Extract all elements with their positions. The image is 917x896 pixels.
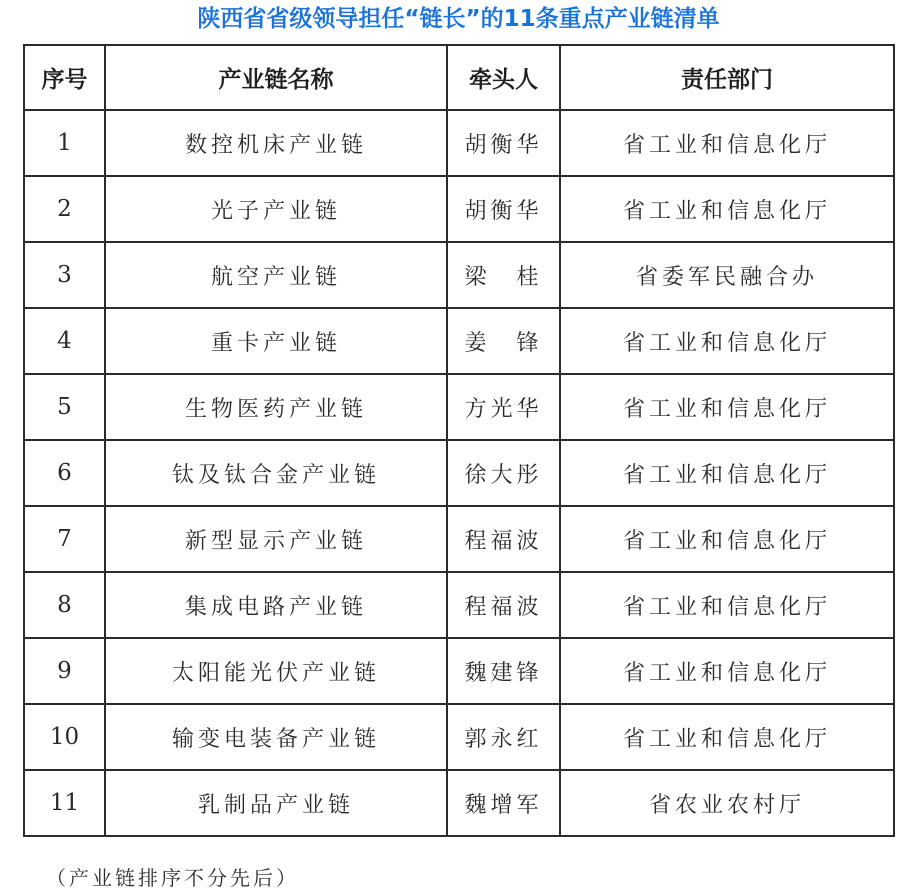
header-chain-name: 产业链名称 (105, 45, 447, 110)
row-chain-name: 光子产业链 (105, 176, 447, 242)
header-index: 序号 (24, 45, 105, 110)
row-chain-name: 数控机床产业链 (105, 110, 447, 176)
table-row (24, 374, 894, 440)
table-row (24, 440, 894, 506)
header-leader: 牵头人 (447, 45, 560, 110)
row-index: 3 (24, 242, 105, 308)
row-index: 9 (24, 638, 105, 704)
row-index: 5 (24, 374, 105, 440)
footnote: （产业链排序不分先后） (46, 866, 299, 890)
row-chain-name: 航空产业链 (105, 242, 447, 308)
table-row (24, 242, 894, 308)
row-chain-name: 重卡产业链 (105, 308, 447, 374)
row-chain-name: 太阳能光伏产业链 (105, 638, 447, 704)
row-department: 省工业和信息化厅 (560, 176, 894, 242)
table-row (24, 638, 894, 704)
row-department: 省委军民融合办 (560, 242, 894, 308)
row-chain-name: 输变电装备产业链 (105, 704, 447, 770)
row-leader: 姜 锋 (447, 308, 560, 374)
row-leader: 徐大彤 (447, 440, 560, 506)
row-leader: 魏增军 (447, 770, 560, 836)
page-title: 陕西省省级领导担任“链长”的11条重点产业链清单 (197, 6, 720, 32)
row-index: 4 (24, 308, 105, 374)
row-department: 省工业和信息化厅 (560, 308, 894, 374)
row-index: 11 (24, 770, 105, 836)
row-leader: 魏建锋 (447, 638, 560, 704)
row-index: 8 (24, 572, 105, 638)
row-index: 10 (24, 704, 105, 770)
row-leader: 程福波 (447, 572, 560, 638)
row-department: 省农业农村厅 (560, 770, 894, 836)
row-index: 7 (24, 506, 105, 572)
row-chain-name: 钛及钛合金产业链 (105, 440, 447, 506)
row-leader: 胡衡华 (447, 176, 560, 242)
row-index: 1 (24, 110, 105, 176)
row-leader: 程福波 (447, 506, 560, 572)
table-row (24, 572, 894, 638)
table-row (24, 506, 894, 572)
row-department: 省工业和信息化厅 (560, 704, 894, 770)
row-leader: 郭永红 (447, 704, 560, 770)
row-chain-name: 生物医药产业链 (105, 374, 447, 440)
row-index: 2 (24, 176, 105, 242)
row-chain-name: 集成电路产业链 (105, 572, 447, 638)
row-department: 省工业和信息化厅 (560, 374, 894, 440)
industry-chain-table (23, 44, 895, 837)
row-department: 省工业和信息化厅 (560, 638, 894, 704)
row-leader: 方光华 (447, 374, 560, 440)
row-department: 省工业和信息化厅 (560, 440, 894, 506)
row-department: 省工业和信息化厅 (560, 110, 894, 176)
table-row (24, 704, 894, 770)
table-header-row (24, 45, 894, 110)
table-row (24, 176, 894, 242)
row-leader: 梁 桂 (447, 242, 560, 308)
row-department: 省工业和信息化厅 (560, 506, 894, 572)
row-department: 省工业和信息化厅 (560, 572, 894, 638)
row-chain-name: 乳制品产业链 (105, 770, 447, 836)
row-index: 6 (24, 440, 105, 506)
table-row (24, 110, 894, 176)
table-row (24, 308, 894, 374)
row-leader: 胡衡华 (447, 110, 560, 176)
row-chain-name: 新型显示产业链 (105, 506, 447, 572)
header-department: 责任部门 (560, 45, 894, 110)
table-row (24, 770, 894, 836)
